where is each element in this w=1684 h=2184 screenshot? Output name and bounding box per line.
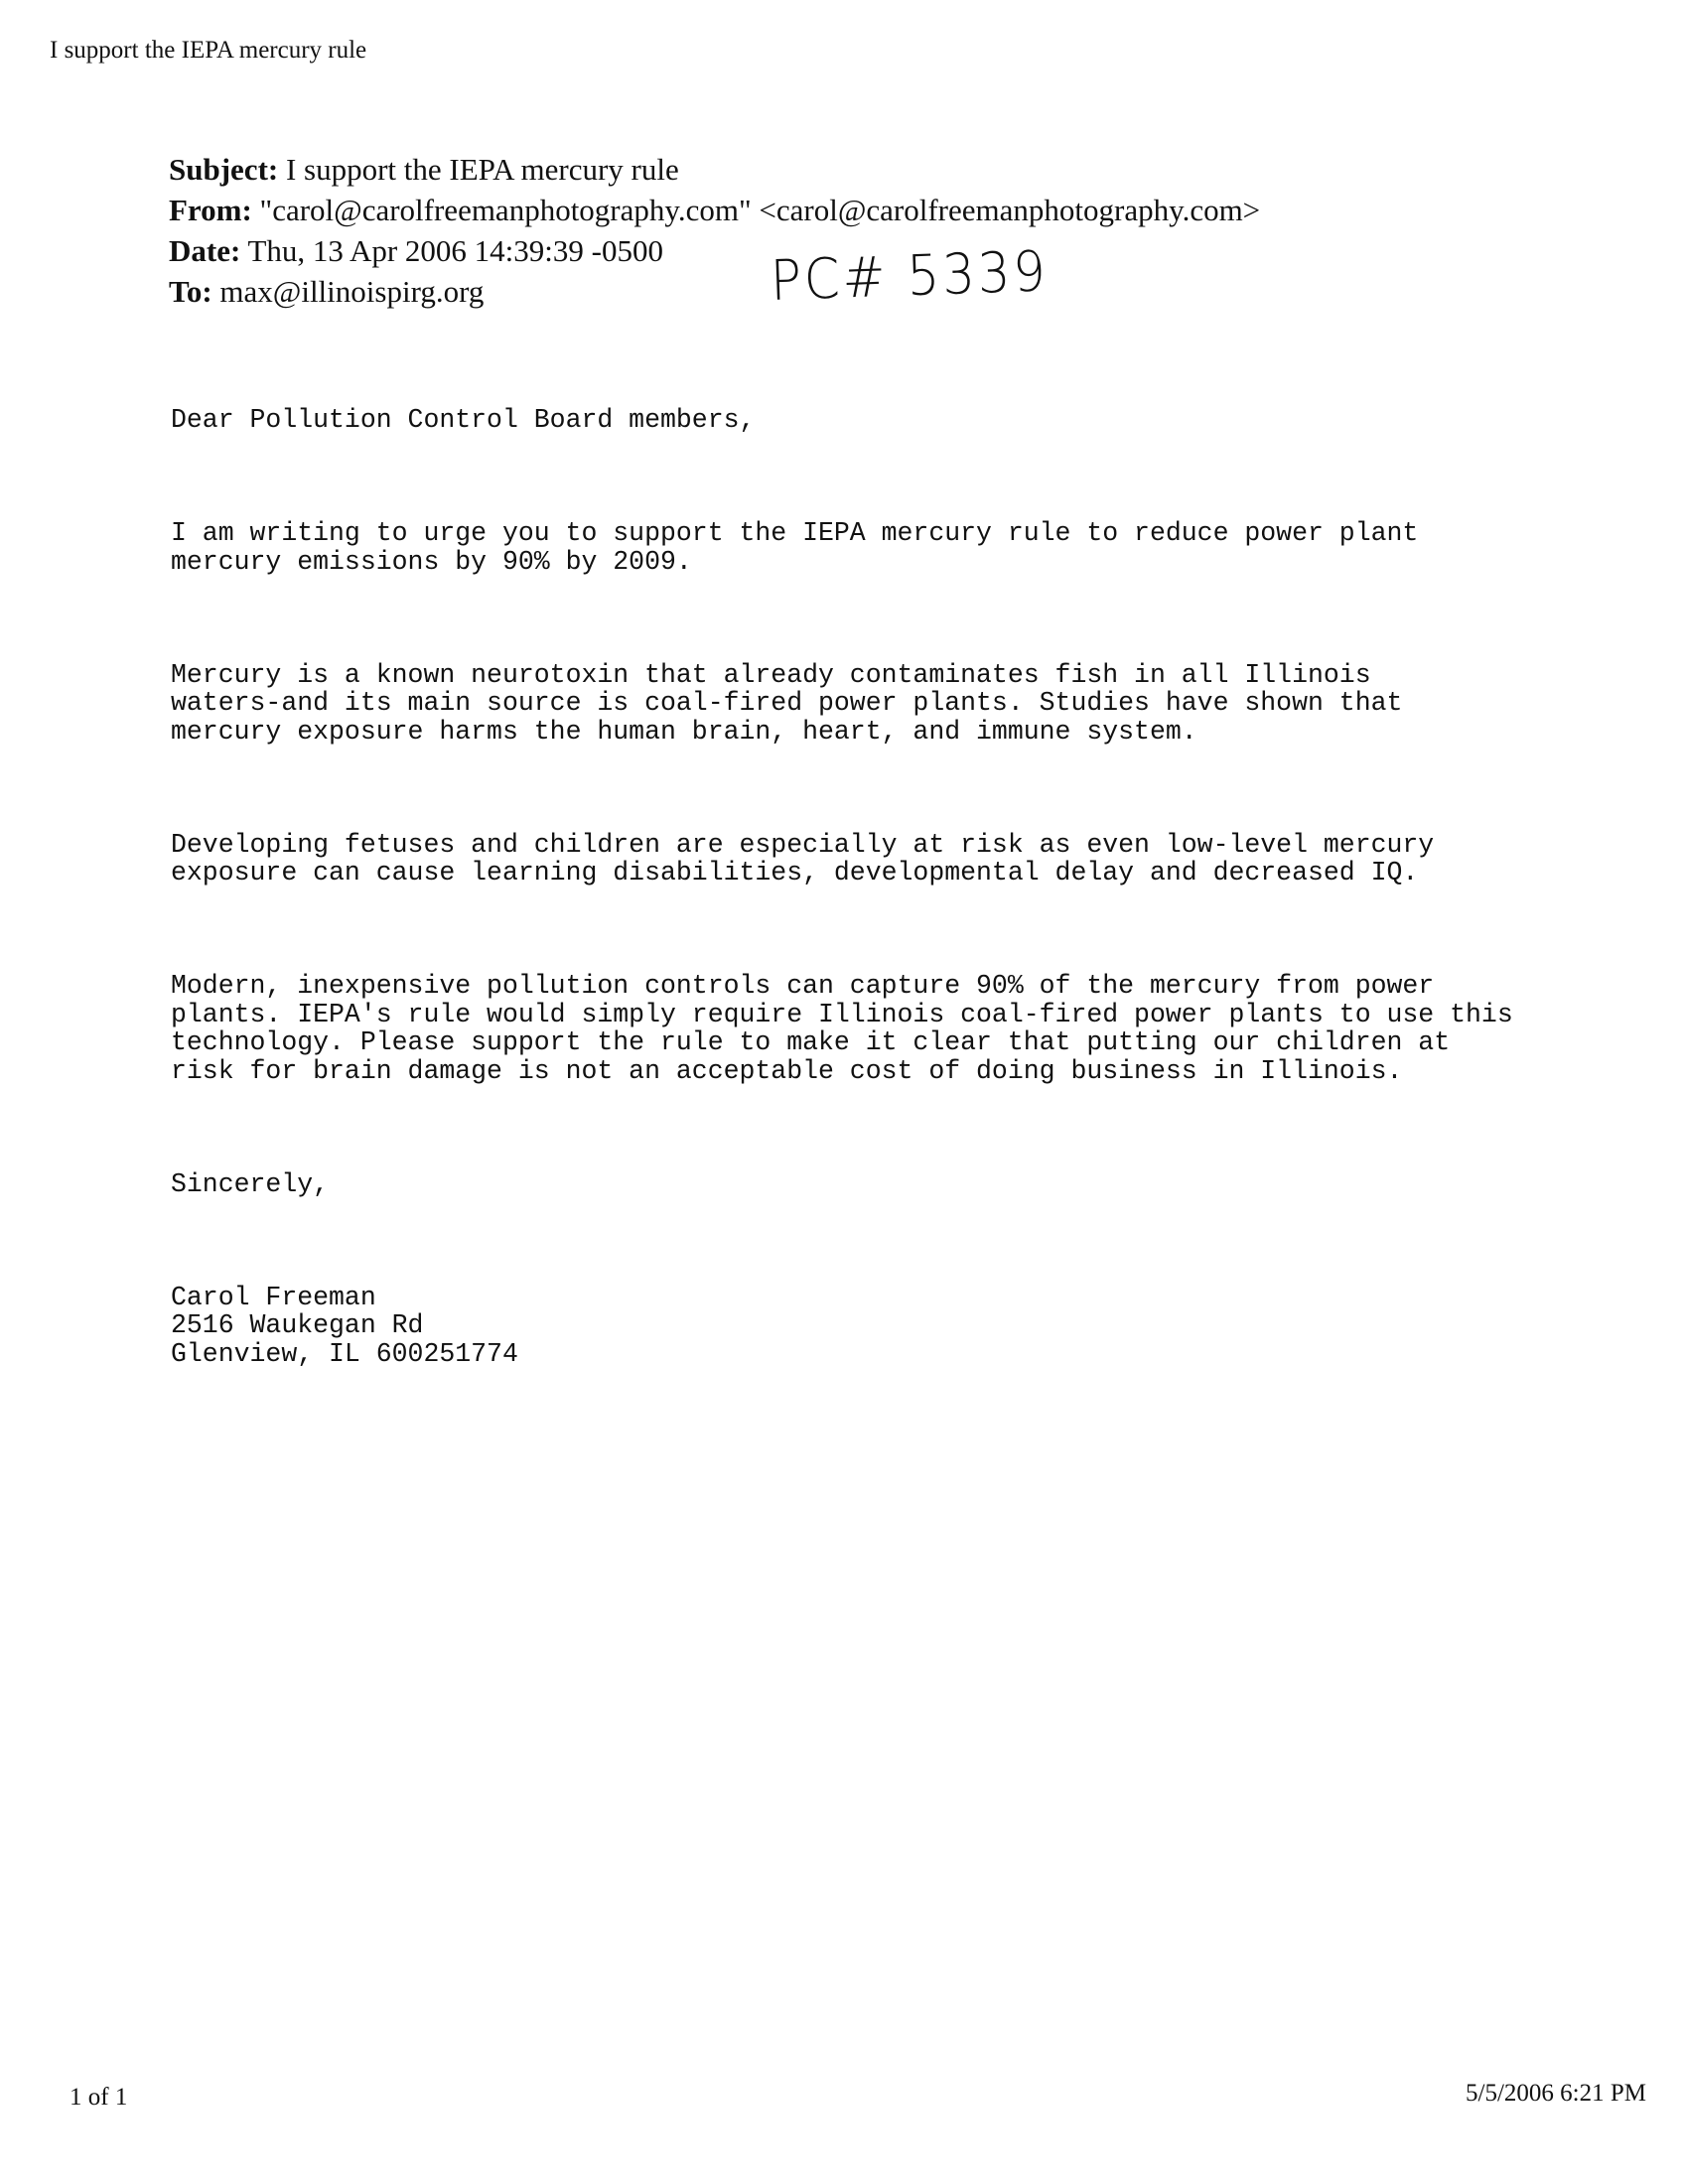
subject-label: Subject:	[169, 152, 279, 187]
handwritten-exhibit-number: PC# 5339	[769, 239, 1050, 314]
from-value: "carol@carolfreemanphotography.com" <carol@carolfreemanphotography.com>	[259, 193, 1261, 227]
body-paragraph-4: Modern, inexpensive pollution controls can capture 90% of the mercury from power plants. IEPA's rule would simply require Illinois coal-fired power plants to use this technology. Please support the rule to make it clear that putting our children at risk for brain damage is not an acceptable cost of doing business in Illinois.	[171, 971, 1513, 1086]
subject-value: I support the IEPA mercury rule	[285, 152, 679, 187]
date-line	[169, 230, 1260, 271]
email-headers	[169, 149, 1260, 312]
body-paragraph-2: Mercury is a known neurotoxin that already contaminates fish in all Illinois waters-and its main source is coal-fired power plants. Studies have shown that mercury exposure harms the human brain, heart, and immune system.	[171, 659, 1403, 747]
signature-block: Carol Freeman 2516 Waukegan Rd Glenview, IL 600251774	[171, 1282, 518, 1369]
date-value: Thu, 13 Apr 2006 14:39:39 -0500	[247, 233, 663, 268]
from-label: From:	[169, 193, 252, 227]
from-line	[169, 190, 1260, 230]
subject-line	[169, 149, 1260, 190]
closing: Sincerely,	[171, 1168, 330, 1199]
to-value: max@illinoispirg.org	[219, 274, 485, 309]
email-body	[171, 349, 1513, 1425]
printed-timestamp: 5/5/2006 6:21 PM	[1466, 2080, 1646, 2107]
greeting: Dear Pollution Control Board members,	[171, 405, 756, 435]
body-paragraph-3: Developing fetuses and children are especially at risk as even low-level mercury exposure can cause learning disabilities, developmental delay and decreased IQ.	[171, 829, 1435, 887]
to-line	[169, 271, 1260, 312]
page-count: 1 of 1	[70, 2084, 128, 2111]
page-header: I support the IEPA mercury rule	[50, 37, 367, 64]
date-label: Date:	[169, 233, 241, 268]
to-label: To:	[169, 274, 212, 309]
body-paragraph-1: I am writing to urge you to support the IEPA mercury rule to reduce power plant mercury emissions by 90% by 2009.	[171, 518, 1419, 577]
